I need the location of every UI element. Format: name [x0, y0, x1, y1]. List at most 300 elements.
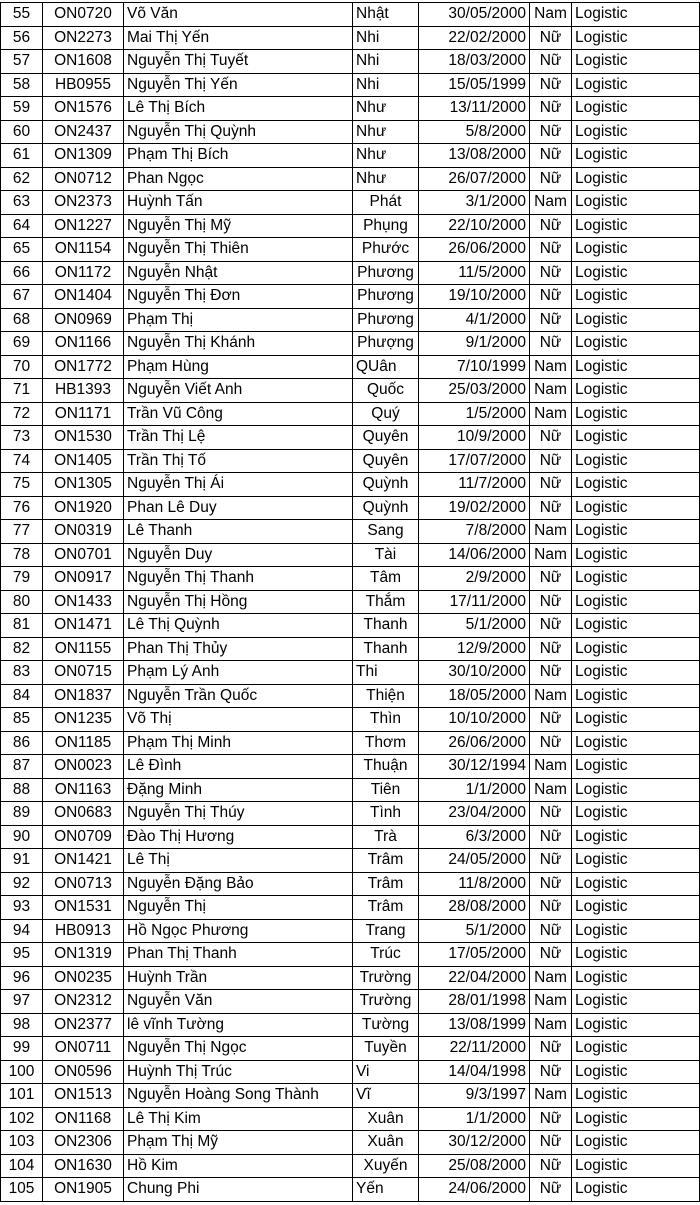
gender-cell: Nữ [530, 473, 572, 497]
date-of-birth-cell: 24/05/2000 [419, 849, 530, 873]
date-of-birth-cell: 1/5/2000 [419, 402, 530, 426]
row-number-cell: 74 [1, 449, 43, 473]
last-middle-name-cell: Trần Thị Lệ [124, 426, 353, 450]
row-number-cell: 87 [1, 755, 43, 779]
row-number-cell: 99 [1, 1037, 43, 1061]
table-row [1, 167, 700, 191]
row-number-cell: 101 [1, 1084, 43, 1108]
student-code-cell: ON1168 [43, 1107, 124, 1131]
student-code-cell: ON1530 [43, 426, 124, 450]
major-cell: Logistic [572, 520, 700, 544]
table-row [1, 590, 700, 614]
student-code-cell: ON1309 [43, 144, 124, 168]
date-of-birth-cell: 26/06/2000 [419, 731, 530, 755]
gender-cell: Nam [530, 684, 572, 708]
first-name-cell: Phương [353, 308, 419, 332]
table-row [1, 684, 700, 708]
gender-cell: Nữ [530, 144, 572, 168]
table-row [1, 731, 700, 755]
student-code-cell: ON1920 [43, 496, 124, 520]
first-name-cell: Phụng [353, 214, 419, 238]
gender-cell: Nữ [530, 26, 572, 50]
student-code-cell: ON2437 [43, 120, 124, 144]
gender-cell: Nữ [530, 637, 572, 661]
gender-cell: Nam [530, 990, 572, 1014]
first-name-cell: Vi [353, 1060, 419, 1084]
first-name-cell: Quốc [353, 379, 419, 403]
date-of-birth-cell: 26/06/2000 [419, 238, 530, 262]
last-middle-name-cell: Phạm Thị [124, 308, 353, 332]
gender-cell: Nữ [530, 214, 572, 238]
major-cell: Logistic [572, 238, 700, 262]
last-middle-name-cell: Nguyễn Trần Quốc [124, 684, 353, 708]
first-name-cell: Trà [353, 825, 419, 849]
date-of-birth-cell: 12/9/2000 [419, 637, 530, 661]
major-cell: Logistic [572, 1060, 700, 1084]
row-number-cell: 66 [1, 261, 43, 285]
table-row [1, 97, 700, 121]
student-code-cell: ON1433 [43, 590, 124, 614]
student-code-cell: ON2312 [43, 990, 124, 1014]
row-number-cell: 98 [1, 1013, 43, 1037]
gender-cell: Nữ [530, 825, 572, 849]
gender-cell: Nữ [530, 167, 572, 191]
last-middle-name-cell: Chung Phi [124, 1178, 353, 1202]
row-number-cell: 68 [1, 308, 43, 332]
first-name-cell: Thắm [353, 590, 419, 614]
major-cell: Logistic [572, 355, 700, 379]
table-row [1, 449, 700, 473]
table-row [1, 402, 700, 426]
major-cell: Logistic [572, 144, 700, 168]
student-code-cell: ON0319 [43, 520, 124, 544]
gender-cell: Nữ [530, 97, 572, 121]
table-row [1, 50, 700, 74]
last-middle-name-cell: Trần Thị Tố [124, 449, 353, 473]
last-middle-name-cell: Nguyễn Thị Ngọc [124, 1037, 353, 1061]
last-middle-name-cell: Nguyễn Văn [124, 990, 353, 1014]
last-middle-name-cell: Mai Thị Yến [124, 26, 353, 50]
major-cell: Logistic [572, 308, 700, 332]
major-cell: Logistic [572, 872, 700, 896]
last-middle-name-cell: Huỳnh Tấn [124, 191, 353, 215]
last-middle-name-cell: Nguyễn Thị Quỳnh [124, 120, 353, 144]
gender-cell: Nam [530, 355, 572, 379]
student-code-cell: ON0023 [43, 755, 124, 779]
last-middle-name-cell: Lê Thị Quỳnh [124, 614, 353, 638]
student-code-cell: ON1166 [43, 332, 124, 356]
last-middle-name-cell: Nguyễn Nhật [124, 261, 353, 285]
major-cell: Logistic [572, 167, 700, 191]
first-name-cell: Trâm [353, 872, 419, 896]
student-code-cell: ON1172 [43, 261, 124, 285]
date-of-birth-cell: 9/1/2000 [419, 332, 530, 356]
first-name-cell: Như [353, 144, 419, 168]
first-name-cell: Quý [353, 402, 419, 426]
first-name-cell: Tình [353, 802, 419, 826]
first-name-cell: Trường [353, 990, 419, 1014]
table-row [1, 191, 700, 215]
first-name-cell: Xuân [353, 1131, 419, 1155]
last-middle-name-cell: Đào Thị Hương [124, 825, 353, 849]
major-cell: Logistic [572, 285, 700, 309]
row-number-cell: 103 [1, 1131, 43, 1155]
first-name-cell: Tâm [353, 567, 419, 591]
table-row [1, 26, 700, 50]
date-of-birth-cell: 23/04/2000 [419, 802, 530, 826]
first-name-cell: Nhi [353, 73, 419, 97]
first-name-cell: Trang [353, 919, 419, 943]
student-code-cell: ON0715 [43, 661, 124, 685]
row-number-cell: 79 [1, 567, 43, 591]
last-middle-name-cell: Phạm Thị Mỹ [124, 1131, 353, 1155]
last-middle-name-cell: Nguyễn Thị Thúy [124, 802, 353, 826]
date-of-birth-cell: 30/05/2000 [419, 3, 530, 27]
date-of-birth-cell: 11/7/2000 [419, 473, 530, 497]
date-of-birth-cell: 15/05/1999 [419, 73, 530, 97]
student-code-cell: ON0235 [43, 966, 124, 990]
major-cell: Logistic [572, 825, 700, 849]
major-cell: Logistic [572, 261, 700, 285]
last-middle-name-cell: Hồ Kim [124, 1154, 353, 1178]
major-cell: Logistic [572, 1131, 700, 1155]
gender-cell: Nữ [530, 449, 572, 473]
last-middle-name-cell: Nguyễn Thị Thiên [124, 238, 353, 262]
last-middle-name-cell: Lê Thị [124, 849, 353, 873]
table-row [1, 661, 700, 685]
table-row [1, 520, 700, 544]
first-name-cell: Phượng [353, 332, 419, 356]
student-code-cell: ON1163 [43, 778, 124, 802]
first-name-cell: Thanh [353, 637, 419, 661]
student-code-cell: ON0683 [43, 802, 124, 826]
major-cell: Logistic [572, 614, 700, 638]
gender-cell: Nữ [530, 1037, 572, 1061]
major-cell: Logistic [572, 1013, 700, 1037]
student-code-cell: ON1576 [43, 97, 124, 121]
date-of-birth-cell: 13/11/2000 [419, 97, 530, 121]
date-of-birth-cell: 28/01/1998 [419, 990, 530, 1014]
first-name-cell: Như [353, 97, 419, 121]
table-row [1, 1154, 700, 1178]
major-cell: Logistic [572, 3, 700, 27]
date-of-birth-cell: 7/10/1999 [419, 355, 530, 379]
student-code-cell: ON1185 [43, 731, 124, 755]
major-cell: Logistic [572, 731, 700, 755]
date-of-birth-cell: 30/12/2000 [419, 1131, 530, 1155]
gender-cell: Nữ [530, 590, 572, 614]
table-row [1, 379, 700, 403]
last-middle-name-cell: Nguyễn Viết Anh [124, 379, 353, 403]
table-row [1, 872, 700, 896]
date-of-birth-cell: 5/1/2000 [419, 614, 530, 638]
table-row [1, 473, 700, 497]
date-of-birth-cell: 13/08/2000 [419, 144, 530, 168]
date-of-birth-cell: 24/06/2000 [419, 1178, 530, 1202]
first-name-cell: Sang [353, 520, 419, 544]
date-of-birth-cell: 17/05/2000 [419, 943, 530, 967]
row-number-cell: 82 [1, 637, 43, 661]
date-of-birth-cell: 30/12/1994 [419, 755, 530, 779]
first-name-cell: Quyên [353, 449, 419, 473]
row-number-cell: 92 [1, 872, 43, 896]
student-code-cell: ON1837 [43, 684, 124, 708]
row-number-cell: 67 [1, 285, 43, 309]
date-of-birth-cell: 22/11/2000 [419, 1037, 530, 1061]
row-number-cell: 100 [1, 1060, 43, 1084]
student-code-cell: ON0712 [43, 167, 124, 191]
table-row [1, 214, 700, 238]
table-row [1, 896, 700, 920]
date-of-birth-cell: 25/03/2000 [419, 379, 530, 403]
first-name-cell: Trúc [353, 943, 419, 967]
first-name-cell: QUân [353, 355, 419, 379]
major-cell: Logistic [572, 191, 700, 215]
date-of-birth-cell: 4/1/2000 [419, 308, 530, 332]
major-cell: Logistic [572, 708, 700, 732]
gender-cell: Nữ [530, 50, 572, 74]
gender-cell: Nữ [530, 496, 572, 520]
major-cell: Logistic [572, 426, 700, 450]
first-name-cell: Nhi [353, 50, 419, 74]
first-name-cell: Xuân [353, 1107, 419, 1131]
first-name-cell: Thuận [353, 755, 419, 779]
student-code-cell: ON0917 [43, 567, 124, 591]
major-cell: Logistic [572, 896, 700, 920]
first-name-cell: Thìn [353, 708, 419, 732]
gender-cell: Nữ [530, 73, 572, 97]
gender-cell: Nữ [530, 308, 572, 332]
row-number-cell: 89 [1, 802, 43, 826]
row-number-cell: 86 [1, 731, 43, 755]
date-of-birth-cell: 6/3/2000 [419, 825, 530, 849]
gender-cell: Nữ [530, 708, 572, 732]
last-middle-name-cell: Lê Thanh [124, 520, 353, 544]
first-name-cell: Phương [353, 261, 419, 285]
row-number-cell: 104 [1, 1154, 43, 1178]
table-row [1, 1107, 700, 1131]
row-number-cell: 90 [1, 825, 43, 849]
table-row [1, 1084, 700, 1108]
gender-cell: Nữ [530, 919, 572, 943]
gender-cell: Nam [530, 191, 572, 215]
last-middle-name-cell: Lê Thị Bích [124, 97, 353, 121]
gender-cell: Nam [530, 3, 572, 27]
gender-cell: Nữ [530, 261, 572, 285]
row-number-cell: 69 [1, 332, 43, 356]
last-middle-name-cell: Nguyễn Thị Tuyết [124, 50, 353, 74]
table-row [1, 426, 700, 450]
row-number-cell: 81 [1, 614, 43, 638]
date-of-birth-cell: 26/07/2000 [419, 167, 530, 191]
row-number-cell: 58 [1, 73, 43, 97]
table-row [1, 308, 700, 332]
gender-cell: Nữ [530, 332, 572, 356]
gender-cell: Nữ [530, 1131, 572, 1155]
major-cell: Logistic [572, 919, 700, 943]
row-number-cell: 62 [1, 167, 43, 191]
table-row [1, 543, 700, 567]
major-cell: Logistic [572, 661, 700, 685]
first-name-cell: Tiên [353, 778, 419, 802]
gender-cell: Nữ [530, 661, 572, 685]
table-row [1, 73, 700, 97]
last-middle-name-cell: Phạm Thị Minh [124, 731, 353, 755]
row-number-cell: 60 [1, 120, 43, 144]
student-code-cell: ON2373 [43, 191, 124, 215]
student-code-cell: ON1171 [43, 402, 124, 426]
table-row [1, 355, 700, 379]
student-code-cell: ON2273 [43, 26, 124, 50]
gender-cell: Nam [530, 402, 572, 426]
date-of-birth-cell: 1/1/2000 [419, 778, 530, 802]
table-row [1, 802, 700, 826]
first-name-cell: Tường [353, 1013, 419, 1037]
major-cell: Logistic [572, 449, 700, 473]
major-cell: Logistic [572, 402, 700, 426]
major-cell: Logistic [572, 332, 700, 356]
row-number-cell: 85 [1, 708, 43, 732]
first-name-cell: Trâm [353, 849, 419, 873]
table-row [1, 943, 700, 967]
last-middle-name-cell: Phạm Thị Bích [124, 144, 353, 168]
last-middle-name-cell: Nguyễn Hoàng Song Thành [124, 1084, 353, 1108]
major-cell: Logistic [572, 755, 700, 779]
major-cell: Logistic [572, 1107, 700, 1131]
row-number-cell: 95 [1, 943, 43, 967]
major-cell: Logistic [572, 1084, 700, 1108]
major-cell: Logistic [572, 802, 700, 826]
date-of-birth-cell: 3/1/2000 [419, 191, 530, 215]
date-of-birth-cell: 11/8/2000 [419, 872, 530, 896]
last-middle-name-cell: Nguyễn Thị Đơn [124, 285, 353, 309]
row-number-cell: 94 [1, 919, 43, 943]
student-code-cell: ON1421 [43, 849, 124, 873]
major-cell: Logistic [572, 50, 700, 74]
last-middle-name-cell: Phan Lê Duy [124, 496, 353, 520]
first-name-cell: Như [353, 120, 419, 144]
table-row [1, 3, 700, 27]
student-code-cell: ON0709 [43, 825, 124, 849]
student-code-cell: ON1905 [43, 1178, 124, 1202]
student-code-cell: ON2306 [43, 1131, 124, 1155]
last-middle-name-cell: Phạm Lý Anh [124, 661, 353, 685]
student-code-cell: HB0955 [43, 73, 124, 97]
date-of-birth-cell: 19/02/2000 [419, 496, 530, 520]
row-number-cell: 83 [1, 661, 43, 685]
last-middle-name-cell: Nguyễn Thị Thanh [124, 567, 353, 591]
gender-cell: Nữ [530, 567, 572, 591]
row-number-cell: 56 [1, 26, 43, 50]
major-cell: Logistic [572, 379, 700, 403]
first-name-cell: Thi [353, 661, 419, 685]
date-of-birth-cell: 14/06/2000 [419, 543, 530, 567]
student-code-cell: ON1155 [43, 637, 124, 661]
gender-cell: Nam [530, 379, 572, 403]
gender-cell: Nam [530, 543, 572, 567]
gender-cell: Nam [530, 755, 572, 779]
first-name-cell: Như [353, 167, 419, 191]
roster-body [1, 3, 700, 1202]
table-row [1, 708, 700, 732]
last-middle-name-cell: Phan Thị Thủy [124, 637, 353, 661]
major-cell: Logistic [572, 567, 700, 591]
date-of-birth-cell: 25/08/2000 [419, 1154, 530, 1178]
table-row [1, 120, 700, 144]
date-of-birth-cell: 5/1/2000 [419, 919, 530, 943]
student-code-cell: ON1305 [43, 473, 124, 497]
major-cell: Logistic [572, 120, 700, 144]
table-row [1, 614, 700, 638]
student-roster-table [0, 2, 700, 1202]
row-number-cell: 80 [1, 590, 43, 614]
date-of-birth-cell: 2/9/2000 [419, 567, 530, 591]
date-of-birth-cell: 9/3/1997 [419, 1084, 530, 1108]
table-row [1, 637, 700, 661]
gender-cell: Nữ [530, 1107, 572, 1131]
last-middle-name-cell: Lê Đình [124, 755, 353, 779]
table-row [1, 567, 700, 591]
major-cell: Logistic [572, 73, 700, 97]
student-code-cell: ON1471 [43, 614, 124, 638]
first-name-cell: Xuyến [353, 1154, 419, 1178]
row-number-cell: 73 [1, 426, 43, 450]
table-row [1, 285, 700, 309]
last-middle-name-cell: Nguyễn Thị Yến [124, 73, 353, 97]
first-name-cell: Quỳnh [353, 473, 419, 497]
last-middle-name-cell: Nguyễn Thị Khánh [124, 332, 353, 356]
student-code-cell: ON0713 [43, 872, 124, 896]
student-code-cell: ON0596 [43, 1060, 124, 1084]
table-row [1, 1060, 700, 1084]
table-row [1, 496, 700, 520]
row-number-cell: 65 [1, 238, 43, 262]
first-name-cell: Thanh [353, 614, 419, 638]
date-of-birth-cell: 1/1/2000 [419, 1107, 530, 1131]
row-number-cell: 105 [1, 1178, 43, 1202]
student-code-cell: ON0711 [43, 1037, 124, 1061]
major-cell: Logistic [572, 473, 700, 497]
major-cell: Logistic [572, 1154, 700, 1178]
table-row [1, 990, 700, 1014]
table-row [1, 332, 700, 356]
row-number-cell: 70 [1, 355, 43, 379]
date-of-birth-cell: 7/8/2000 [419, 520, 530, 544]
first-name-cell: Yến [353, 1178, 419, 1202]
last-middle-name-cell: Võ Văn [124, 3, 353, 27]
last-middle-name-cell: Lê Thị Kim [124, 1107, 353, 1131]
row-number-cell: 102 [1, 1107, 43, 1131]
row-number-cell: 91 [1, 849, 43, 873]
gender-cell: Nam [530, 778, 572, 802]
last-middle-name-cell: Nguyễn Thị [124, 896, 353, 920]
last-middle-name-cell: Nguyễn Duy [124, 543, 353, 567]
date-of-birth-cell: 5/8/2000 [419, 120, 530, 144]
last-middle-name-cell: Phạm Hùng [124, 355, 353, 379]
major-cell: Logistic [572, 26, 700, 50]
row-number-cell: 55 [1, 3, 43, 27]
student-code-cell: ON0969 [43, 308, 124, 332]
row-number-cell: 64 [1, 214, 43, 238]
table-row [1, 261, 700, 285]
gender-cell: Nữ [530, 943, 572, 967]
last-middle-name-cell: lê vĩnh Tường [124, 1013, 353, 1037]
gender-cell: Nữ [530, 120, 572, 144]
student-code-cell: ON1513 [43, 1084, 124, 1108]
table-row [1, 755, 700, 779]
date-of-birth-cell: 22/02/2000 [419, 26, 530, 50]
table-row [1, 1037, 700, 1061]
